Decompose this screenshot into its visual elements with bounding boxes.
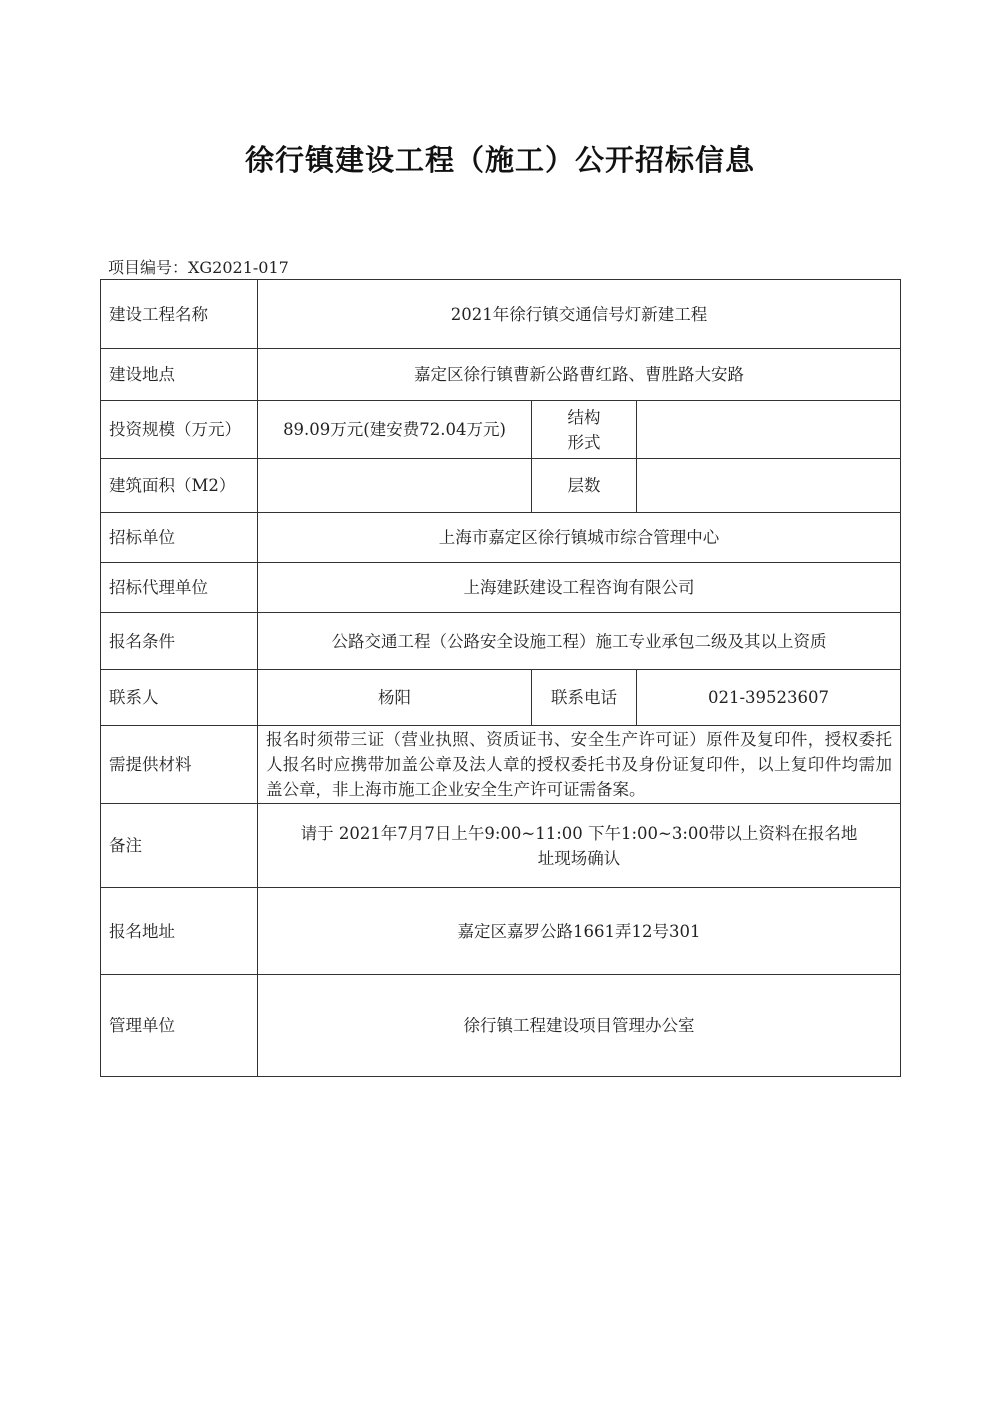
value-location: 嘉定区徐行镇曹新公路曹红路、曹胜路大安路	[258, 349, 901, 401]
label-agent: 招标代理单位	[101, 563, 258, 613]
table-row-investment	[101, 401, 901, 459]
label-tenderer: 招标单位	[101, 513, 258, 563]
table-row-location	[101, 349, 901, 401]
label-structure-line2: 形式	[567, 432, 601, 452]
table-row-address	[101, 888, 901, 975]
project-number: 项目编号：XG2021-017	[108, 258, 289, 277]
value-investment: 89.09万元(建安费72.04万元)	[258, 401, 532, 459]
label-structure	[532, 401, 637, 459]
label-contact: 联系人	[101, 670, 258, 726]
value-address: 嘉定区嘉罗公路1661弄12号301	[258, 888, 901, 975]
value-phone: 021-39523607	[637, 670, 901, 726]
table-row-remarks	[101, 804, 901, 888]
table-row-tenderer	[101, 513, 901, 563]
value-area	[258, 459, 532, 513]
value-floors	[637, 459, 901, 513]
table-row-management	[101, 975, 901, 1077]
label-phone: 联系电话	[532, 670, 637, 726]
value-agent: 上海建跃建设工程咨询有限公司	[258, 563, 901, 613]
table-row-agent	[101, 563, 901, 613]
value-remarks-line1: 请于 2021年7月7日上午9:00~11:00 下午1:00~3:00带以上资料在报名地	[300, 823, 858, 843]
page-title: 徐行镇建设工程（施工）公开招标信息	[244, 143, 755, 177]
value-materials: 报名时须带三证（营业执照、资质证书、安全生产许可证）原件及复印件，授权委托人报名时应携带加盖公章及法人章的授权委托书及身份证复印件，以上复印件均需加盖公章，非上海市施工企业安全生产许可证需备案。	[258, 726, 901, 804]
label-structure-line1: 结构	[567, 407, 601, 427]
value-tenderer: 上海市嘉定区徐行镇城市综合管理中心	[258, 513, 901, 563]
value-management: 徐行镇工程建设项目管理办公室	[258, 975, 901, 1077]
table-row-materials	[101, 726, 901, 804]
label-area: 建筑面积（M2）	[101, 459, 258, 513]
table-row-conditions	[101, 613, 901, 670]
label-floors: 层数	[532, 459, 637, 513]
value-conditions: 公路交通工程（公路安全设施工程）施工专业承包二级及其以上资质	[258, 613, 901, 670]
table-row-area	[101, 459, 901, 513]
label-materials: 需提供材料	[101, 726, 258, 804]
value-remarks-line2: 址现场确认	[537, 848, 621, 868]
label-investment: 投资规模（万元）	[101, 401, 258, 459]
label-location: 建设地点	[101, 349, 258, 401]
label-address: 报名地址	[101, 888, 258, 975]
label-remarks: 备注	[101, 804, 258, 888]
table-row-name	[101, 280, 901, 349]
table-row-contact	[101, 670, 901, 726]
value-project-name: 2021年徐行镇交通信号灯新建工程	[258, 280, 901, 349]
label-conditions: 报名条件	[101, 613, 258, 670]
value-contact: 杨阳	[258, 670, 532, 726]
value-remarks	[258, 804, 901, 888]
tender-info-table	[100, 279, 901, 1077]
label-management: 管理单位	[101, 975, 258, 1077]
label-project-name: 建设工程名称	[101, 280, 258, 349]
value-structure	[637, 401, 901, 459]
